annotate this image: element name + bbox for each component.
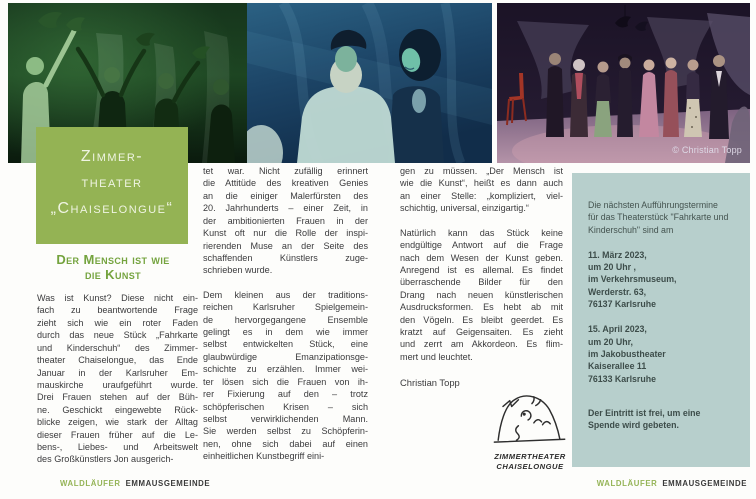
article-column-1: Was ist Kunst? Diese nicht ein- fach zu beantwortende Frage zieht sich wie ein roter Faden durch das neue Stück „Fahrkarte und Kinderschuh“ des Zimmer- theater Chaiselongue, das Ende Januar in der Karlsruher Em- mauskirche uraufgeführt wurde. Drei Frauen stehen auf der Büh- ne. Geschickt eingewebte Rück- blicke zeigen, wie stark der Alltag dieser Frauen früher auf die Le- bens-, Liebes- und Arbeitswelt des Großkünstlers Jon ausgerich- — [37, 293, 198, 465]
theater-logo — [489, 392, 571, 471]
theater-name: Zimmer- theater „Chaiselongue“ — [50, 148, 174, 217]
performance-infobox — [572, 173, 750, 467]
photo-credit: © Christian Topp — [672, 145, 742, 155]
footer-left-brand: WALDLÄUFER — [60, 479, 121, 488]
article-column-2: tet war. Nicht zufällig erinnert die Attitüde des kreativen Genies an die einiger Malerfürsten des 20. Jahrhunderts – einer Zeit, in der ambitionierten Frauen in der Kunst oft nur die Rolle der inspi- rierenden Muse an der Seite des schaffenden Künstlers zuge- schrieben wurde. Dem kleinen aus der traditions- reichen Karlsruher Spielgemein- de hervorgegangene Ensemble gelingt es in dem wie immer selbst entwickelten Stück, eine glaubwürdige Emanzipationsge- schichte zu erzählen. Immer wei- ter lösen sich die Frauen von ih- rer Fixierung auf den – trotz schöpferischen Krisen – sich selbst verwirklichenden Mann. Sie werden selbst zu Schöpferin- nen, ohne sich dabei auf einen einheitlichen Kunstbegriff eini- — [203, 166, 368, 462]
footer-right-brand: WALDLÄUFER — [596, 479, 658, 488]
ensemble-stage-illustration — [497, 3, 750, 163]
footer-left-name: EMMAUSGEMEINDE — [125, 479, 211, 488]
blue-stage-illustration — [247, 3, 492, 163]
article-headline: Der Mensch ist wie die Kunst — [56, 252, 170, 282]
footer-left — [60, 479, 210, 488]
author-signature: Christian Topp — [400, 377, 460, 388]
chaiselongue-face-sketch-icon — [490, 392, 570, 446]
article-column-3: gen zu müssen. „Der Mensch ist wie die Kunst“, heißt es dann auch an einer Stelle: „kompliziert, viel- schichtig, universal, einzigartig.“ Natürlich kann das Stück keine endgültige Antwort auf die Frage nach dem Wesen der Kunst geben. Anregend ist es allemal. Es findet überraschende Bilder für den Drang nach neuen künstlerischen Ausdrucksformen. Es hebt ab mit den Vögeln. Es bleibt geerdet. Es kratzt auf Geigensaiten. Es zieht und zerrt am Akkordeon. Es flim- mert und leuchtet. — [400, 166, 563, 362]
infobox-event-march: 11. März 2023, um 20 Uhr , im Verkehrsmuseum, Werderstr. 63, 76137 Karlsruhe — [588, 249, 677, 310]
footer-right-name: EMMAUSGEMEINDE — [662, 479, 747, 488]
stage-photo-ensemble — [497, 3, 750, 163]
infobox-event-april: 15. April 2023, um 20 Uhr, im Jakobustheater Kaiserallee 11 76133 Karlsruhe — [588, 324, 666, 384]
theater-title-box — [36, 127, 188, 244]
footer-right — [597, 479, 747, 488]
infobox-admission-note: Der Eintritt ist frei, um eine Spende wird gebeten. — [588, 407, 701, 431]
stage-photo-blue-scene — [247, 3, 492, 163]
infobox-intro: Die nächsten Aufführungstermine für das Theaterstück "Fahrkarte und Kinderschuh" sind am — [588, 200, 729, 235]
logo-caption: ZIMMERTHEATER CHAISELONGUE — [494, 452, 566, 471]
